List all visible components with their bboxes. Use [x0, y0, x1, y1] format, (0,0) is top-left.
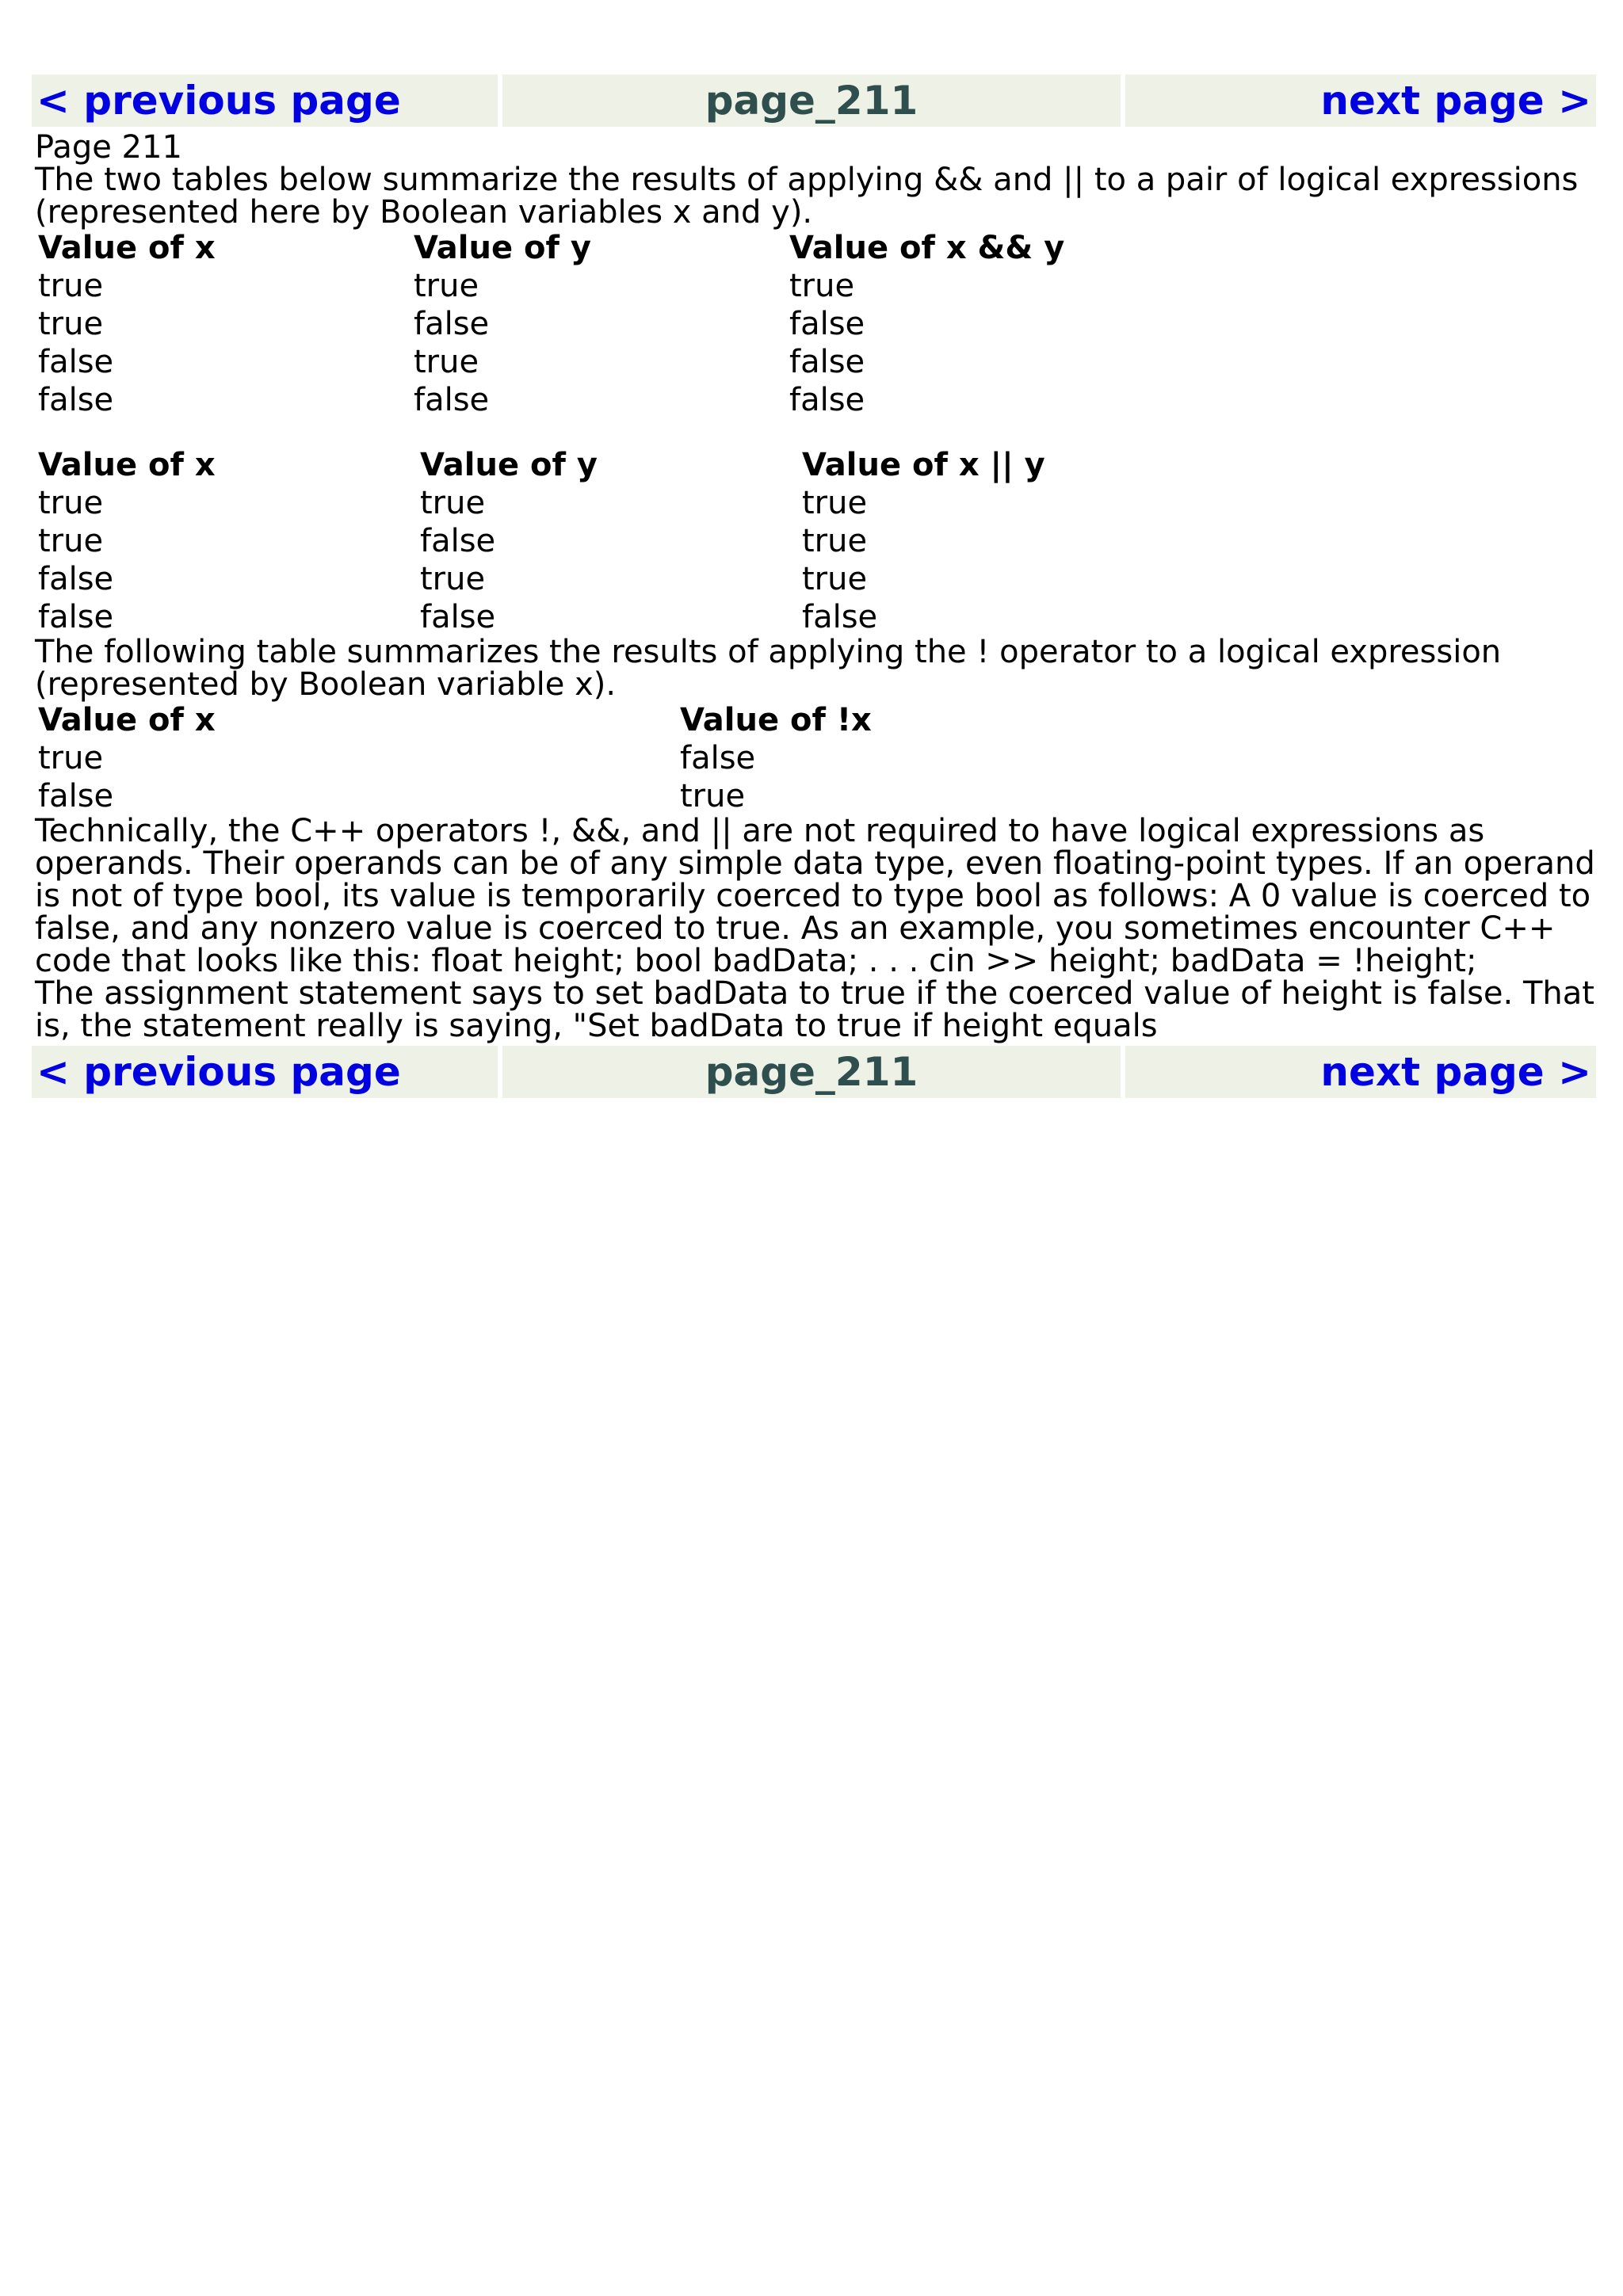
table-row [35, 381, 1182, 419]
table-row [35, 484, 1195, 522]
table-header-row [35, 701, 1073, 739]
table-cell: false [680, 740, 756, 776]
table-cell: false [789, 306, 865, 342]
table-row [35, 522, 1195, 560]
table-cell: false [38, 382, 114, 418]
page-container [32, 74, 1596, 1098]
table-cell: true [420, 485, 486, 521]
table-cell: false [38, 344, 114, 380]
bottom-prev-cell [32, 1046, 498, 1098]
table-cell: false [38, 778, 114, 814]
table-header-cell: Value of y [414, 230, 591, 266]
table-header-cell: Value of !x [680, 702, 872, 738]
top-next-cell [1125, 74, 1596, 127]
table-header-cell: Value of x [38, 447, 216, 483]
table-cell: true [802, 523, 868, 559]
table-cell: false [38, 599, 114, 635]
bottom-page-label: page_211 [502, 1046, 1121, 1098]
table-cell: true [802, 485, 868, 521]
table-cell: false [38, 561, 114, 597]
table-cell: false [789, 344, 865, 380]
table-row [35, 777, 1073, 815]
table-cell: true [38, 306, 104, 342]
or-truth-table [35, 446, 1195, 636]
bottom-navigation-bar [32, 1046, 1596, 1098]
table-header-row [35, 229, 1182, 267]
table-row [35, 598, 1195, 636]
not-intro-paragraph: The following table summarizes the results of applying the ! operator to a logical expression (represented by Boolean variable x). [35, 634, 1502, 703]
table-cell: false [414, 382, 490, 418]
top-next-page-link[interactable]: next page > [1320, 78, 1591, 124]
table-header-cell: Value of x [38, 230, 216, 266]
not-truth-table [35, 701, 1073, 815]
table-cell: true [789, 268, 855, 304]
intro-paragraph: The two tables below summarize the results of applying && and || to a pair of logical expressions (represented here by Boolean variables x and y). [35, 162, 1579, 231]
table-cell: false [420, 599, 496, 635]
table-cell: false [789, 382, 865, 418]
top-navigation-bar [32, 74, 1596, 127]
and-truth-table [35, 229, 1182, 419]
table-cell: true [420, 561, 486, 597]
table-cell: true [802, 561, 868, 597]
bottom-next-cell [1125, 1046, 1596, 1098]
bottom-previous-page-link[interactable]: < previous page [36, 1049, 401, 1095]
table-row [35, 343, 1182, 381]
bottom-next-page-link[interactable]: next page > [1320, 1049, 1591, 1095]
table-header-cell: Value of x && y [789, 230, 1065, 266]
table-cell: false [420, 523, 496, 559]
table-cell: true [38, 523, 104, 559]
table-cell: true [680, 778, 746, 814]
table-header-cell: Value of y [420, 447, 598, 483]
top-previous-page-link[interactable]: < previous page [36, 78, 401, 124]
assignment-paragraph: The assignment statement says to set badData to true if the coerced value of height is false. That is, the statement really is saying, "Set badData to true if height equals [35, 975, 1594, 1044]
table-row [35, 305, 1182, 343]
table-cell: false [414, 306, 490, 342]
table-cell: true [38, 740, 104, 776]
table-header-cell: Value of x || y [802, 447, 1045, 483]
table-row [35, 560, 1195, 598]
page-number-text: Page 211 [35, 129, 182, 166]
page-content [32, 129, 1596, 1044]
table-header-row [35, 446, 1195, 484]
table-cell: false [802, 599, 878, 635]
table-row [35, 267, 1182, 305]
table-cell: true [38, 485, 104, 521]
top-prev-cell [32, 74, 498, 127]
table-cell: true [414, 344, 479, 380]
coercion-paragraph: Technically, the C++ operators !, &&, and || are not required to have logical expressions as operands. Their operands can be of any simple data type, even floating-point types. If an operand is not of type bool, its value is temporarily coerced to type bool as follows: A 0 value is coerced to false, and any nonzero value is coerced to true. As an example, you sometimes encounter C++ code that looks like this: float height; bool badData; . . . cin >> height; badData = !height; [35, 813, 1595, 979]
table-row [35, 739, 1073, 777]
top-page-label: page_211 [502, 74, 1121, 127]
table-cell: true [414, 268, 479, 304]
table-header-cell: Value of x [38, 702, 216, 738]
table-cell: true [38, 268, 104, 304]
